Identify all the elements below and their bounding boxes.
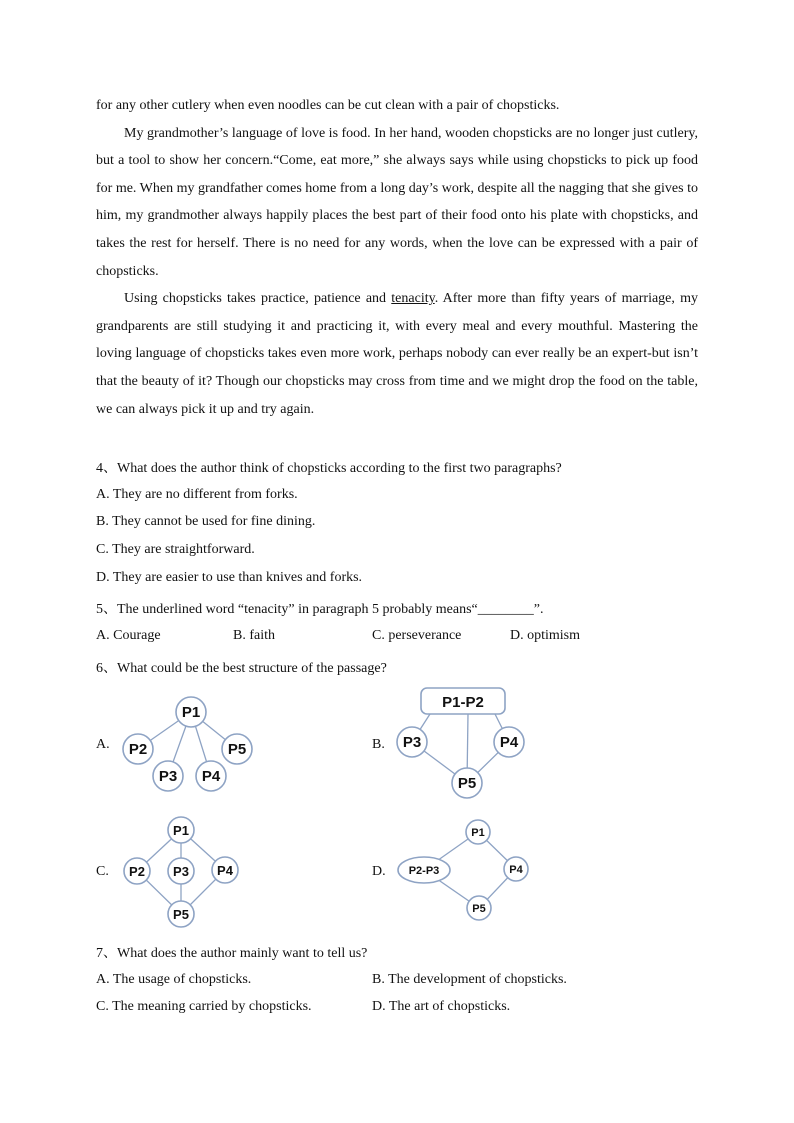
diagram-a-label-p1: P1 [181, 704, 201, 721]
question-4-option-d[interactable]: D. They are easier to use than knives and forks. [96, 570, 363, 585]
structure-diagram-c[interactable] [124, 817, 238, 927]
question-5-option-d[interactable]: D. optimism [510, 628, 581, 643]
diagram-d-label-p2-p3: P2-P3 [408, 865, 440, 877]
diagram-b-label-p3: P3 [402, 734, 422, 751]
question-4-option-b[interactable]: B. They cannot be used for fine dining. [96, 514, 316, 529]
question-7-option-c[interactable]: C. The meaning carried by chopsticks. [96, 999, 312, 1014]
diagram-a-label-p4: P4 [201, 768, 221, 785]
question-5-option-a[interactable]: A. Courage [96, 628, 161, 643]
question-7-option-b[interactable]: B. The development of chopsticks. [372, 972, 567, 987]
question-7-option-d[interactable]: D. The art of chopsticks. [372, 999, 511, 1014]
diagram-a-label-p2: P2 [128, 741, 148, 758]
paragraph-5-rest: . After more than fifty years of marriage, my grandparents are still studying it and practicing it, with every meal and every mouthful. Mastering the loving language of chopsticks takes even more work, perhaps nobody can ever really be an expert-but isn’t that the beauty of it? Though our chopsticks may cross from time and we might drop the food on the table, we can always pick it up and try again. [96, 291, 699, 417]
question-5-option-c[interactable]: C. perseverance [372, 628, 462, 643]
question-6-option-d-letter[interactable]: D. [372, 864, 386, 879]
question-6-option-b-letter[interactable]: B. [372, 737, 385, 752]
question-4-option-c[interactable]: C. They are straightforward. [96, 542, 255, 557]
question-7-option-a[interactable]: A. The usage of chopsticks. [96, 972, 252, 987]
paragraph-5-start: Using chopsticks takes practice, patience and [124, 291, 392, 307]
question-5-option-b[interactable]: B. faith [233, 628, 275, 643]
diagram-c-label-p5: P5 [173, 907, 189, 922]
diagram-b-label-p1-p2: P1-P2 [442, 694, 484, 711]
underlined-word: tenacity [391, 291, 435, 307]
question-7-stem: 7、What does the author mainly want to tell us? [96, 946, 368, 961]
diagram-c-label-p4: P4 [217, 863, 233, 878]
diagram-b-label-p5: P5 [457, 775, 477, 792]
diagram-c-label-p3: P3 [173, 864, 189, 879]
diagram-d-label-p5: P5 [472, 903, 486, 915]
diagram-d-label-p4: P4 [509, 864, 523, 876]
question-6-option-a-letter[interactable]: A. [96, 737, 110, 752]
structure-diagram-d[interactable] [398, 820, 528, 920]
diagram-c-label-p2: P2 [129, 864, 145, 879]
question-4-option-a[interactable]: A. They are no different from forks. [96, 487, 298, 502]
diagram-c-label-p1: P1 [173, 823, 189, 838]
question-6-stem: 6、What could be the best structure of the passage? [96, 661, 387, 676]
diagram-a-label-p3: P3 [158, 768, 178, 785]
question-5-stem: 5、The underlined word “tenacity” in paragraph 5 probably means“________”. [96, 602, 544, 617]
passage-continuation: for any other cutlery when even noodles can be cut clean with a pair of chopsticks. [96, 98, 560, 113]
question-4-stem: 4、What does the author think of chopsticks according to the first two paragraphs? [96, 461, 562, 476]
structure-diagram-a[interactable] [123, 697, 252, 791]
diagram-b-label-p4: P4 [499, 734, 519, 751]
paragraph-4: My grandmother’s language of love is food. In her hand, wooden chopsticks are no longer just cutlery, but a tool to show her concern.“Come, eat more,” she always says while using chopsticks to pick up food for me. When my grandfather comes home from a long day’s work, despite all the nagging that she gives to him, my grandmother always happily places the best part of their food onto his plate with chopsticks, and takes the rest for herself. There is no need for any words, when the love can be expressed with a pair of chopsticks. [96, 125, 698, 279]
diagram-d-label-p1: P1 [471, 827, 485, 839]
structure-diagram-b[interactable] [397, 688, 524, 798]
diagram-a-label-p5: P5 [227, 741, 247, 758]
question-6-option-c-letter[interactable]: C. [96, 864, 109, 879]
